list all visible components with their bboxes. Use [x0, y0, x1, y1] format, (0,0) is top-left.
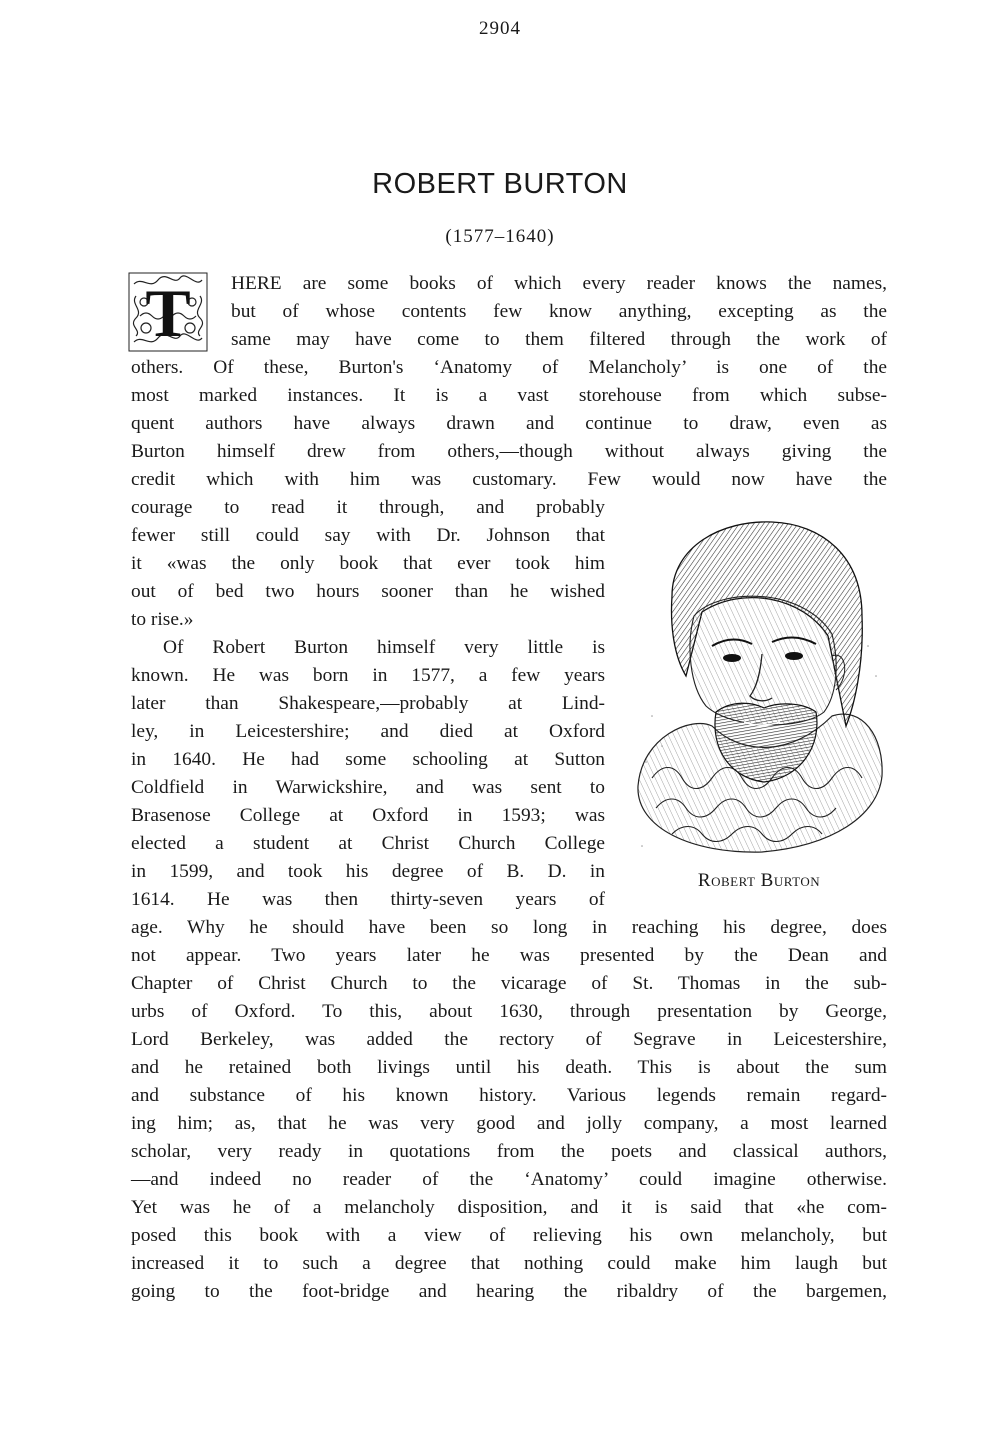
text-line: out of bed two hours sooner than he wished [131, 581, 605, 602]
text-line: quent authors have always drawn and continue to draw, even as [131, 413, 887, 434]
text-line: Chapter of Christ Church to the vicarage of St. Thomas in the sub- [131, 973, 887, 994]
text-line: credit which with him was customary. Few would now have the [131, 469, 887, 490]
text-line: Burton himself drew from others,—though without always giving the [131, 441, 887, 462]
text-line: to rise.» [131, 609, 194, 630]
text-line: same may have come to them filtered through the work of [231, 329, 887, 350]
portrait-engraving [632, 516, 886, 864]
text-line: ley, in Leicestershire; and died at Oxford [131, 721, 605, 742]
page-number: 2904 [479, 18, 521, 39]
text-line: in 1640. He had some schooling at Sutton [131, 749, 605, 770]
text-line: HERE are some books of which every reader knows the names, [231, 273, 887, 294]
text-line: 1614. He was then thirty-seven years of [131, 889, 605, 910]
text-line: increased it to such a degree that nothing could make him laugh but [131, 1253, 887, 1274]
text-line: —and indeed no reader of the ‘Anatomy’ could imagine otherwise. [131, 1169, 887, 1190]
dropcap-letter: T [145, 275, 191, 351]
ornamental-dropcap [128, 272, 208, 352]
text-line: urbs of Oxford. To this, about 1630, through presentation by George, [131, 1001, 887, 1022]
text-line: courage to read it through, and probably [131, 497, 605, 518]
text-line: Of Robert Burton himself very little is [163, 637, 605, 658]
page-title: ROBERT BURTON [372, 168, 628, 200]
text-line: fewer still could say with Dr. Johnson that [131, 525, 605, 546]
text-line: and substance of his known history. Various legends remain regard- [131, 1085, 887, 1106]
text-line: but of whose contents few know anything, excepting as the [231, 301, 887, 322]
text-line: Yet was he of a melancholy disposition, and it is said that «he com- [131, 1197, 887, 1218]
text-line: it «was the only book that ever took him [131, 553, 605, 574]
text-line: Coldfield in Warwickshire, and was sent to [131, 777, 605, 798]
text-line: known. He was born in 1577, a few years [131, 665, 605, 686]
text-line: not appear. Two years later he was presented by the Dean and [131, 945, 887, 966]
text-line: going to the foot-bridge and hearing the ribaldry of the bargemen, [131, 1281, 887, 1302]
text-line: ing him; as, that he was very good and jolly company, a most learned [131, 1113, 887, 1134]
text-line: in 1599, and took his degree of B. D. in [131, 861, 605, 882]
text-line: most marked instances. It is a vast storehouse from which subse- [131, 385, 887, 406]
text-line: posed this book with a view of relieving his own melancholy, but [131, 1225, 887, 1246]
text-line: scholar, very ready in quotations from the poets and classical authors, [131, 1141, 887, 1162]
text-line: others. Of these, Burton's ‘Anatomy of Melancholy’ is one of the [131, 357, 887, 378]
text-line: elected a student at Christ Church College [131, 833, 605, 854]
life-dates: (1577–1640) [445, 226, 555, 247]
text-line: age. Why he should have been so long in reaching his degree, does [131, 917, 887, 938]
lead-word: HERE [231, 273, 282, 294]
text-line: Brasenose College at Oxford in 1593; was [131, 805, 605, 826]
text-line: later than Shakespeare,—probably at Lind- [131, 693, 605, 714]
text-line: and he retained both livings until his death. This is about the sum [131, 1057, 887, 1078]
portrait-caption: Robert Burton [697, 870, 821, 891]
text-line: Lord Berkeley, was added the rectory of Segrave in Leicestershire, [131, 1029, 887, 1050]
